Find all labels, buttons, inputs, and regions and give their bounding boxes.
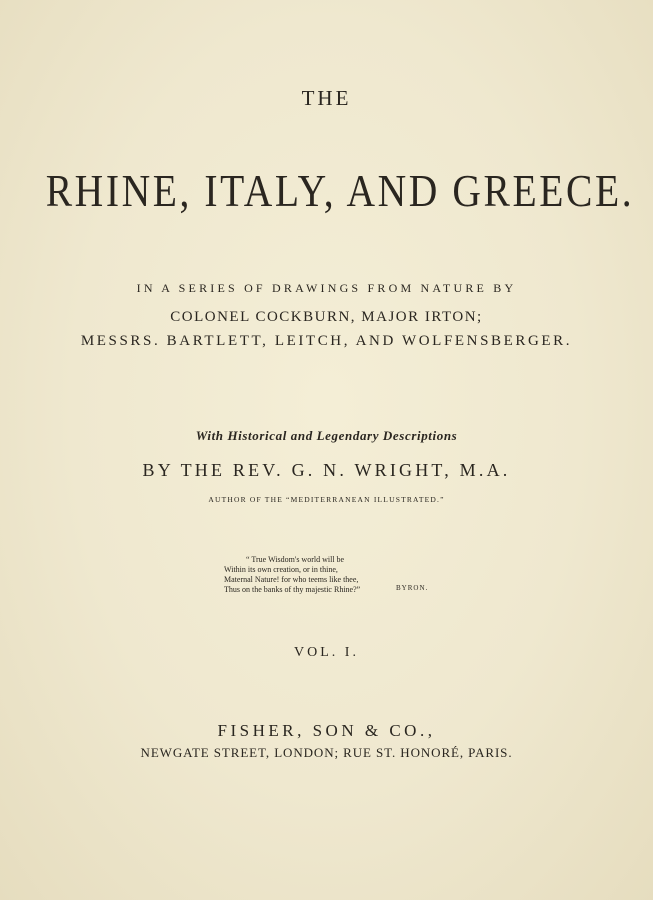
- epigraph-line: Maternal Nature! for who teems like thee,: [224, 575, 359, 584]
- artists-line-1: COLONEL COCKBURN, MAJOR IRTON;: [170, 309, 483, 325]
- publisher-address: NEWGATE STREET, LONDON; RUE ST. HONORÉ, PARIS.: [140, 745, 513, 760]
- volume-number: VOL. I.: [294, 645, 359, 660]
- artists-line-2: MESSRS. BARTLETT, LEITCH, AND WOLFENSBERGER.: [80, 333, 573, 349]
- author-note: AUTHOR OF THE “MEDITERRANEAN ILLUSTRATED.”: [208, 495, 445, 504]
- author-line: BY THE REV. G. N. WRIGHT, M.A.: [142, 460, 511, 480]
- epigraph-line: Thus on the banks of thy majestic Rhine?”: [224, 585, 361, 594]
- subtitle: IN A SERIES OF DRAWINGS FROM NATURE BY: [136, 281, 517, 295]
- epigraph-line: “ True Wisdom's world will be: [246, 555, 345, 564]
- main-title: RHINE, ITALY, AND GREECE.: [45, 165, 635, 216]
- publisher-name: FISHER, SON & CO.,: [217, 721, 436, 740]
- epigraph-line: Within its own creation, or in thine,: [224, 565, 338, 574]
- epigraph: [224, 555, 360, 595]
- epigraph-attribution: BYRON.: [396, 584, 429, 592]
- descriptions-heading: With Historical and Legendary Descriptions: [195, 428, 458, 443]
- title-the: THE: [301, 86, 352, 110]
